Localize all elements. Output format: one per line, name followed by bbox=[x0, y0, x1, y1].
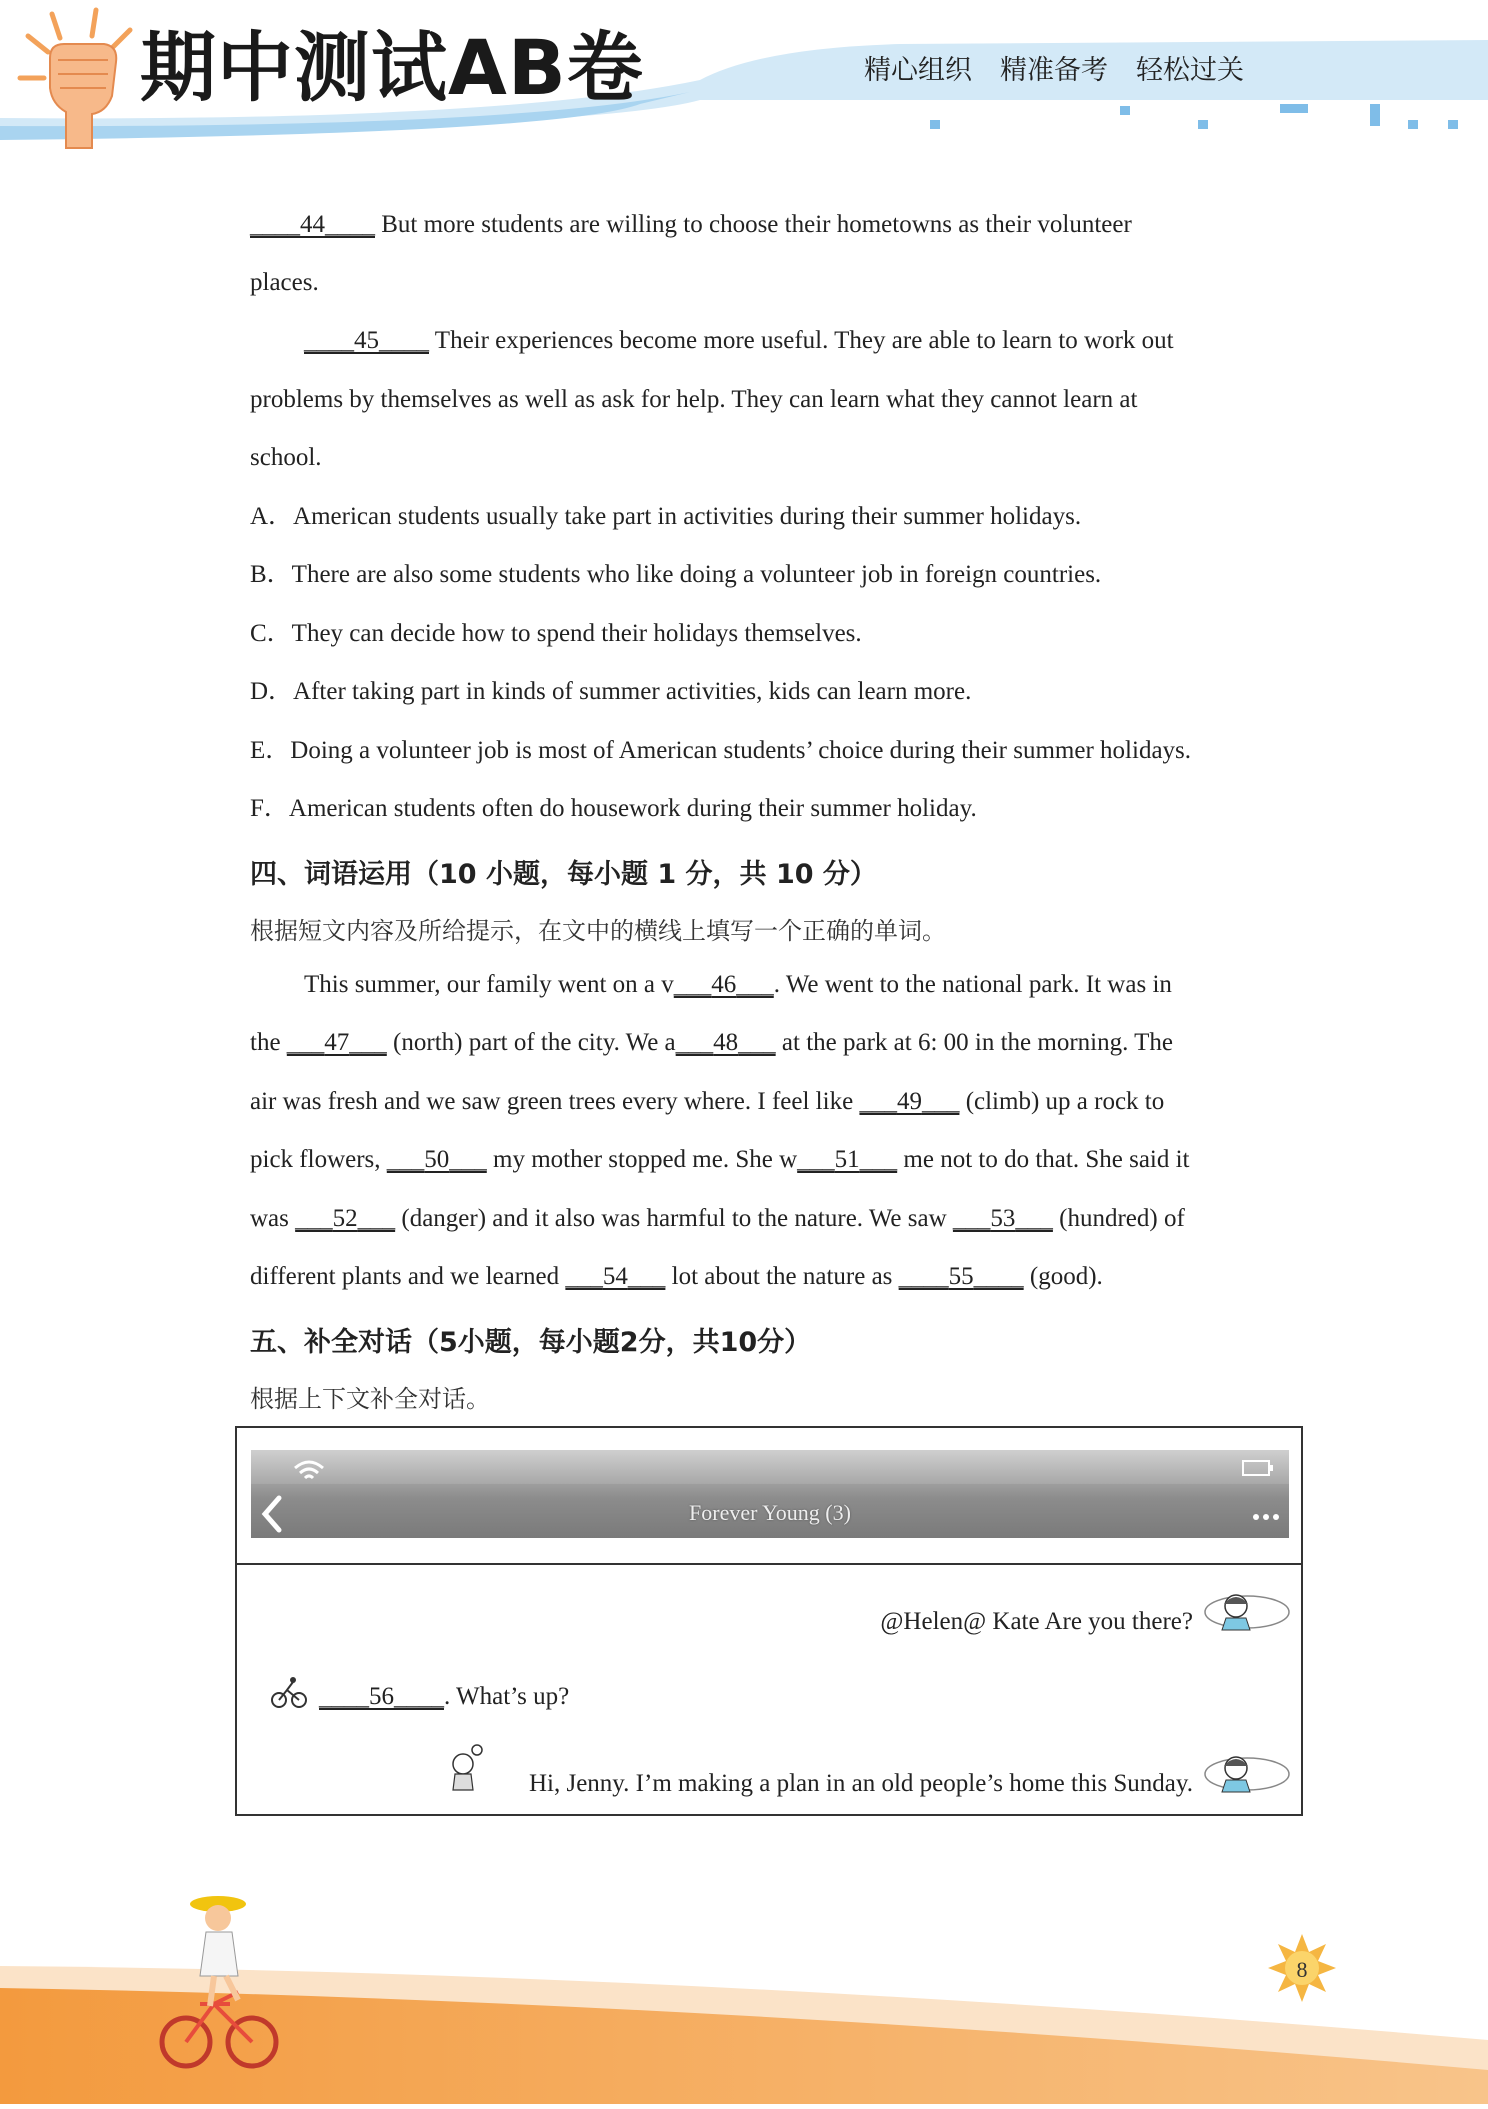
answer-blank-46: 46 bbox=[711, 971, 737, 998]
option-d: D．After taking part in kinds of summer activities, kids can learn more. bbox=[250, 678, 972, 705]
passage-line: was ___52___ (danger) and it also was harmful to the nature. We saw ___53___ (hundred) of bbox=[250, 1205, 1185, 1232]
option-e: E．Doing a volunteer job is most of American students’ choice during their summer holidays. bbox=[250, 737, 1192, 764]
answer-blank-55: 55 bbox=[948, 1263, 974, 1290]
chat-title-bar bbox=[251, 1450, 1289, 1538]
cyclist-avatar-icon bbox=[271, 1676, 307, 1710]
boy-avatar-icon bbox=[443, 1742, 487, 1798]
passage-line: This summer, our family went on a v___46___. We went to the national park. It was in bbox=[304, 971, 1172, 998]
section-5-heading: 五、补全对话（5小题，每小题2分，共10分） bbox=[250, 1327, 812, 1358]
answer-blank-49: 49 bbox=[896, 1088, 922, 1115]
chat-screenshot bbox=[235, 1426, 1303, 1816]
passage-line: places. bbox=[250, 269, 319, 296]
option-a: A．American students usually take part in activities during their summer holidays. bbox=[250, 503, 1082, 530]
answer-blank-48: 48 bbox=[713, 1029, 739, 1056]
page-header bbox=[0, 0, 1488, 150]
option-c: C．They can decide how to spend their holidays themselves. bbox=[250, 620, 862, 647]
answer-blank: ____ bbox=[250, 211, 300, 238]
chat-message-3: Hi, Jenny. I’m making a plan in an old people’s home this Sunday. bbox=[528, 1770, 1193, 1797]
girl-avatar-icon bbox=[1202, 1590, 1292, 1632]
passage-line: pick flowers, ___50___ my mother stopped me. She w___51___ me not to do that. She said it bbox=[250, 1146, 1190, 1173]
answer-blank-44: 44 bbox=[300, 211, 325, 238]
answer-blank-51: 51 bbox=[834, 1146, 860, 1173]
passage-line: air was fresh and we saw green trees every where. I feel like ___49___ (climb) up a rock to bbox=[250, 1088, 1165, 1115]
chat-divider bbox=[237, 1563, 1301, 1565]
chat-group-title: Forever Young (3) bbox=[689, 1500, 851, 1525]
footer-banner-graphic bbox=[0, 1880, 1488, 2104]
chat-message-2: ____56____. What’s up? bbox=[319, 1683, 570, 1710]
option-f: F．American students often do housework during their summer holiday. bbox=[250, 795, 977, 822]
answer-blank-47: 47 bbox=[324, 1029, 350, 1056]
passage-line: ____45____ Their experiences become more useful. They are able to learn to work out bbox=[304, 327, 1174, 354]
chat-message-1: @Helen@ Kate Are you there? bbox=[880, 1608, 1193, 1635]
answer-blank-53: 53 bbox=[990, 1205, 1016, 1232]
exam-title: 期中测试AB卷 bbox=[140, 23, 644, 112]
answer-blank-54: 54 bbox=[602, 1263, 628, 1290]
passage-line: different plants and we learned ___54___ lot about the nature as ____55____ (good). bbox=[250, 1263, 1103, 1290]
header-slogans bbox=[864, 48, 1244, 87]
section-5-instruction: 根据上下文补全对话。 bbox=[250, 1385, 490, 1413]
passage-line: the ___47___ (north) part of the city. We a___48___ at the park at 6: 00 in the morning. The bbox=[250, 1029, 1174, 1056]
section-4-heading: 四、词语运用（10 小题，每小题 1 分，共 10 分） bbox=[250, 859, 877, 890]
answer-blank-45: 45 bbox=[354, 327, 379, 354]
section-4-instruction: 根据短文内容及所给提示，在文中的横线上填写一个正确的单词。 bbox=[250, 917, 946, 945]
option-b: B．There are also some students who like doing a volunteer job in foreign countries. bbox=[250, 561, 1102, 588]
passage-line: ____44____ But more students are willing to choose their hometowns as their volunteer bbox=[250, 211, 1132, 238]
battery-icon bbox=[1241, 1458, 1275, 1478]
answer-blank-50: 50 bbox=[424, 1146, 450, 1173]
passage-line: problems by themselves as well as ask for help. They can learn what they cannot learn at bbox=[250, 386, 1138, 413]
more-options-icon[interactable] bbox=[1251, 1512, 1281, 1522]
page-number: 8 bbox=[1296, 1957, 1308, 1982]
answer-blank-56: 56 bbox=[369, 1683, 394, 1710]
answer-blank-52: 52 bbox=[332, 1205, 358, 1232]
passage-line: school. bbox=[250, 444, 322, 471]
slogan-2: 精准备考 bbox=[1000, 55, 1108, 86]
girl-avatar-icon bbox=[1202, 1752, 1292, 1794]
slogan-1: 精心组织 bbox=[864, 55, 972, 86]
slogan-3: 轻松过关 bbox=[1136, 55, 1244, 86]
page-footer bbox=[0, 1880, 1488, 2104]
wifi-icon bbox=[291, 1454, 327, 1484]
